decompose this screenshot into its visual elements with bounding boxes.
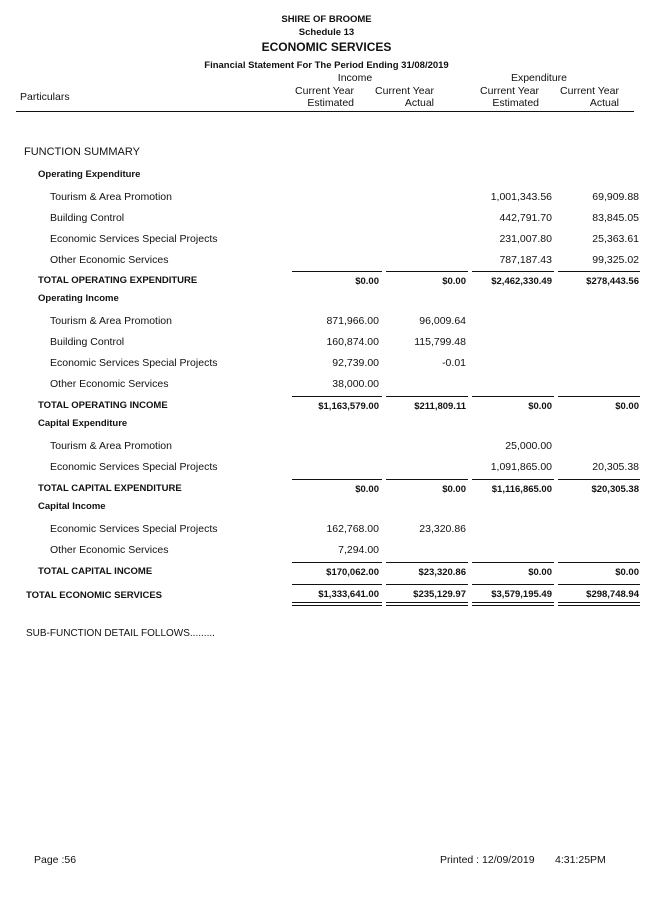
inc-act-header-line1: Current Year [375,85,434,97]
grand-total-inc-act: $235,129.97 [413,589,466,600]
total-opinc-exp-act: $0.00 [615,401,639,412]
exp-act-header-line1: Current Year [560,85,619,97]
grand-total-exp-act: $298,748.94 [586,589,639,600]
total-capital-income-label: TOTAL CAPITAL INCOME [38,566,153,577]
section-heading-operating-income: Operating Income [38,293,119,304]
inc-act-header-line2: Actual [404,97,434,109]
grand-total-double-rule [472,602,554,606]
grand-total-rule [386,584,468,585]
grand-total-double-rule [386,602,468,606]
capex-row-label: Tourism & Area Promotion [50,440,172,452]
function-summary-heading: FUNCTION SUMMARY [24,146,140,158]
report-title: ECONOMIC SERVICES [261,40,392,54]
grand-total-rule [558,584,640,585]
exp-est-header-line2: Estimated [492,97,539,109]
subtotal-rule [386,271,468,272]
total-opex-inc-act: $0.00 [442,276,466,287]
total-capex-exp-act: $20,305.38 [591,484,639,495]
total-opinc-exp-est: $0.00 [528,401,552,412]
grand-total-double-rule [558,602,640,606]
capex-exp-est: 25,000.00 [505,440,552,452]
printed-time: 4:31:25PM [555,854,606,866]
opex-row-label: Economic Services Special Projects [50,233,218,245]
particulars-header: Particulars [20,91,70,103]
total-capinc-inc-act: $23,320.86 [418,567,466,578]
section-heading-operating-expenditure: Operating Expenditure [38,169,141,180]
opinc-inc-est: 38,000.00 [332,378,379,390]
opinc-row-label: Economic Services Special Projects [50,357,218,369]
report-period: Financial Statement For The Period Ending 31/08/2019 [204,60,449,71]
total-opinc-inc-est: $1,163,579.00 [318,401,379,412]
org-name: SHIRE OF BROOME [281,14,372,25]
total-opex-exp-act: $278,443.56 [586,276,639,287]
opinc-inc-est: 871,966.00 [326,315,379,327]
inc-est-header-line1: Current Year [295,85,354,97]
capex-row-label: Economic Services Special Projects [50,461,218,473]
total-operating-income-label: TOTAL OPERATING INCOME [38,400,168,411]
expenditure-header: Expenditure [510,72,568,84]
capinc-row-label: Other Economic Services [50,544,169,556]
total-opex-exp-est: $2,462,330.49 [491,276,552,287]
subtotal-rule [558,396,640,397]
capinc-inc-est: 7,294.00 [338,544,379,556]
grand-total-label: TOTAL ECONOMIC SERVICES [26,590,163,601]
subtotal-rule [472,396,554,397]
opex-exp-est: 442,791.70 [499,212,552,224]
subtotal-rule [292,562,382,563]
grand-total-exp-est: $3,579,195.49 [491,589,552,600]
exp-est-header-line1: Current Year [480,85,539,97]
total-opinc-inc-act: $211,809.11 [414,401,466,412]
opex-exp-act: 83,845.05 [592,212,639,224]
section-heading-capital-income: Capital Income [38,501,106,512]
grand-total-rule [472,584,554,585]
subtotal-rule [558,271,640,272]
capinc-inc-act: 23,320.86 [419,523,466,535]
opex-row-label: Building Control [50,212,125,224]
opex-exp-est: 231,007.80 [499,233,552,245]
exp-act-header-line2: Actual [589,97,619,109]
subtotal-rule [472,562,554,563]
opex-exp-act: 99,325.02 [592,254,639,266]
opex-row-label: Tourism & Area Promotion [50,191,172,203]
opex-exp-act: 25,363.61 [592,233,639,245]
opinc-inc-act: 96,009.64 [419,315,466,327]
header-rule [16,111,634,112]
opinc-inc-act: -0.01 [442,357,466,369]
inc-est-header-line2: Estimated [307,97,354,109]
capex-exp-est: 1,091,865.00 [490,461,552,473]
grand-total-double-rule [292,602,382,606]
printed-date: Printed : 12/09/2019 [440,854,535,866]
subtotal-rule [472,271,554,272]
schedule-label: Schedule 13 [298,27,355,38]
subtotal-rule [558,479,640,480]
total-operating-expenditure-label: TOTAL OPERATING EXPENDITURE [38,275,198,286]
grand-total-rule [292,584,382,585]
total-capex-exp-est: $1,116,865.00 [491,484,552,495]
subtotal-rule [472,479,554,480]
opex-row-label: Other Economic Services [50,254,169,266]
total-opex-inc-est: $0.00 [355,276,379,287]
opinc-row-label: Tourism & Area Promotion [50,315,172,327]
sub-function-note: SUB-FUNCTION DETAIL FOLLOWS......... [26,628,215,639]
total-capinc-exp-est: $0.00 [528,567,552,578]
subtotal-rule [292,479,382,480]
capex-exp-act: 20,305.38 [592,461,639,473]
opinc-inc-est: 92,739.00 [332,357,379,369]
subtotal-rule [386,396,468,397]
subtotal-rule [292,396,382,397]
total-capinc-inc-est: $170,062.00 [326,567,379,578]
grand-total-inc-est: $1,333,641.00 [318,589,379,600]
opex-exp-est: 787,187.43 [499,254,552,266]
section-heading-capital-expenditure: Capital Expenditure [38,418,128,429]
opinc-inc-est: 160,874.00 [326,336,379,348]
opinc-row-label: Building Control [50,336,125,348]
capinc-row-label: Economic Services Special Projects [50,523,218,535]
page-number: Page :56 [34,854,77,866]
subtotal-rule [386,562,468,563]
total-capex-inc-est: $0.00 [355,484,379,495]
subtotal-rule [292,271,382,272]
opex-exp-est: 1,001,343.56 [490,191,552,203]
capinc-inc-est: 162,768.00 [326,523,379,535]
total-capex-inc-act: $0.00 [442,484,466,495]
total-capinc-exp-act: $0.00 [615,567,639,578]
opex-exp-act: 69,909.88 [592,191,639,203]
subtotal-rule [386,479,468,480]
income-header: Income [337,72,373,84]
opinc-row-label: Other Economic Services [50,378,169,390]
total-capital-expenditure-label: TOTAL CAPITAL EXPENDITURE [38,483,182,494]
subtotal-rule [558,562,640,563]
opinc-inc-act: 115,799.48 [414,336,466,348]
